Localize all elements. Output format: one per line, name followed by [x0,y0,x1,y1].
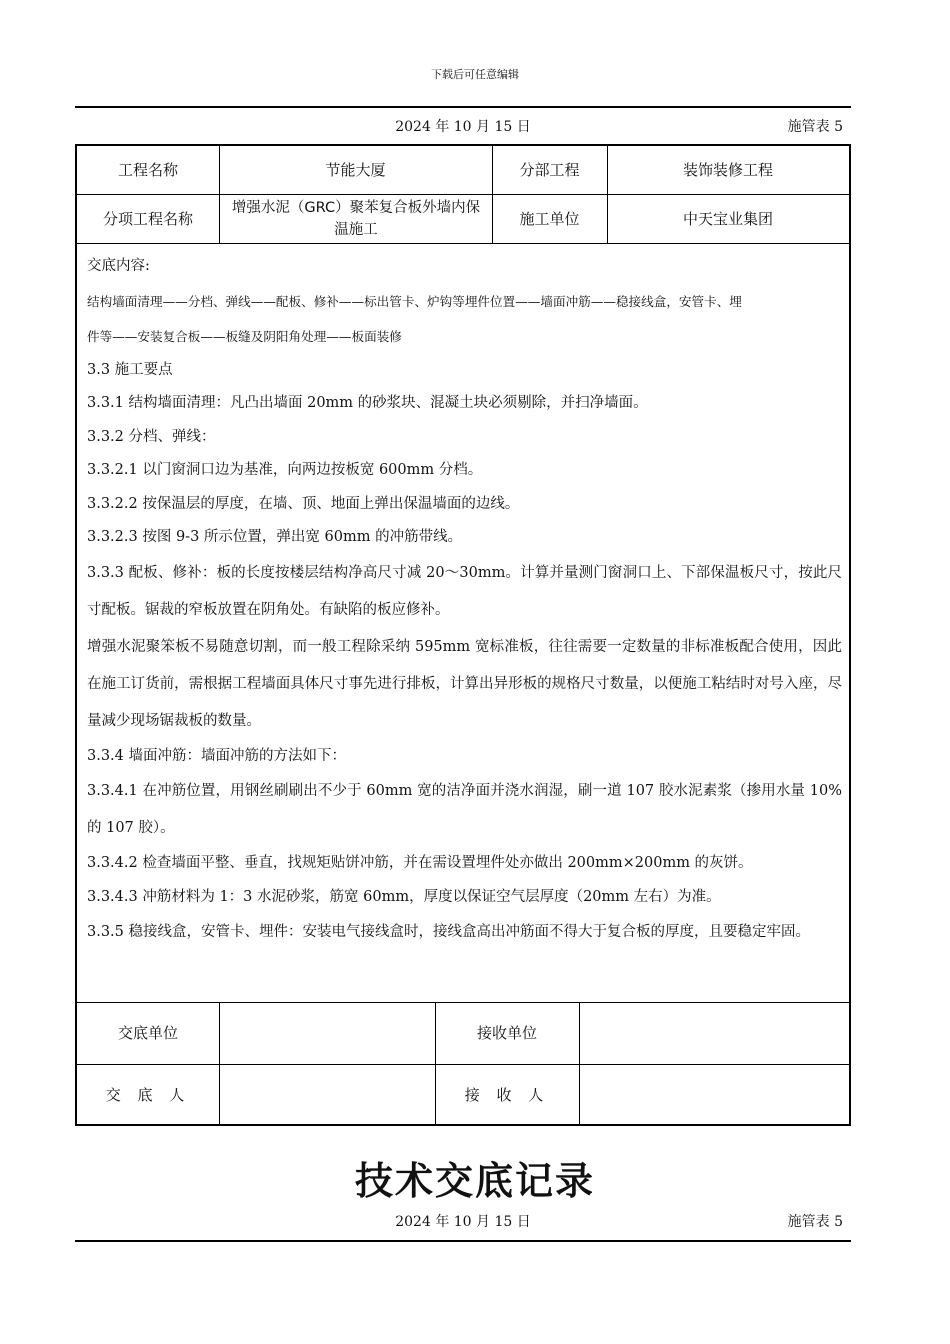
content-paragraph: 3.3.4.1 在冲筋位置，用钢丝刷刷出不少于 60mm 宽的洁净面并浇水润湿，刷一道 107 胶水泥素浆（掺用水量 10%的 107 胶）。 [87,783,842,836]
content-paragraph: 增强水泥聚笨板不易随意切割，而一般工程除采纳 595mm 宽标准板，往往需要一定数量的非标准板配合使用，因此在施工订货前，需根据工程墙面具体尺寸事先进行排板，计算出异形板的规格尺寸数量，以便施工粘结时对号入座，尽量减少现场锯裁板的数量。 [87,638,842,729]
form-number: 施管表 5 [787,1214,843,1230]
process-flow-line: 件等——安装复合板——板缝及阴阳角处理——板面装修 [87,328,402,344]
division-label: 分部工程 [519,161,580,179]
footer-rule [75,1240,851,1242]
subitem-value: 增强水泥（GRC）聚苯复合板外墙内保温施工 [231,199,481,238]
content-paragraph: 3.3.3 配板、修补：板的长度按楼层结构净高尺寸减 20～30mm。计算并量测门窗洞口上、下部保温板尺寸，按此尺寸配板。锯裁的窄板放置在阴角处。有缺陷的板应修补。 [87,564,842,618]
project-name-label: 工程名称 [117,161,178,179]
record-date: 2024 年 10 月 15 日 [395,119,531,135]
content-heading: 交底内容: [87,258,150,274]
handover-unit-label: 交底单位 [117,1024,178,1042]
header-date-line [75,116,851,138]
header-rule [75,106,851,108]
handover-record-table [75,144,851,1126]
footer-date-line [75,1211,851,1233]
subitem-label: 分项工程名称 [102,209,193,228]
handover-content [87,250,842,951]
contractor-value: 中天宝业集团 [682,209,773,228]
process-flow-line: 结构墙面清理——分档、弹线——配板、修补——标出管卡、炉钩等埋件位置——墙面冲筋——稳接线盒，安管卡、埋 [87,293,742,309]
record-date: 2024 年 10 月 15 日 [395,1214,531,1230]
handover-person-label: 交 底 人 [105,1086,191,1104]
content-paragraph: 3.3.2 分档、弹线： [87,428,216,445]
division-value: 装饰装修工程 [682,161,773,179]
content-paragraph: 3.3.4.3 冲筋材料为 1：3 水泥砂浆，筋宽 60mm，厚度以保证空气层厚度（20mm 左右）为准。 [87,888,721,905]
document-title: 技术交底记录 [354,1159,595,1203]
content-paragraph: 3.3.4.2 检查墙面平整、垂直，找规矩贴饼冲筋，并在需设置埋件处亦做出 200mm×200mm 的灰饼。 [87,855,753,871]
top-note: 下载后可任意编辑 [431,68,519,81]
project-name-value: 节能大厦 [325,161,386,179]
content-paragraph: 3.3.2.2 按保温层的厚度，在墙、顶、地面上弹出保温墙面的边线。 [87,495,520,512]
row-divider [77,243,849,244]
content-paragraph: 3.3.1 结构墙面清理：凡凸出墙面 20mm 的砂浆块、混凝土块必须剔除，并扫净墙面。 [87,395,648,411]
content-paragraph: 3.3.4 墙面冲筋：墙面冲筋的方法如下： [87,747,347,764]
content-paragraph: 3.3 施工要点 [87,361,173,378]
receiver-unit-field[interactable] [579,1002,849,1064]
receiver-person-field[interactable] [579,1064,849,1126]
handover-person-field[interactable] [219,1064,435,1126]
content-paragraph: 3.3.2.3 按图 9-3 所示位置，弹出宽 60mm 的冲筋带线。 [87,529,463,545]
receiver-person-label: 接 收 人 [464,1086,550,1104]
content-paragraph: 3.3.2.1 以门窗洞口边为基准，向两边按板宽 600mm 分档。 [87,462,483,478]
handover-unit-field[interactable] [219,1002,435,1064]
receiver-unit-label: 接收单位 [476,1024,537,1042]
form-number: 施管表 5 [787,119,843,135]
content-paragraph: 3.3.5 稳接线盒，安管卡、埋件：安装电气接线盒时，接线盒高出冲筋面不得大于复合板的厚度，且要稳定牢固。 [87,924,810,940]
contractor-label: 施工单位 [519,209,580,228]
